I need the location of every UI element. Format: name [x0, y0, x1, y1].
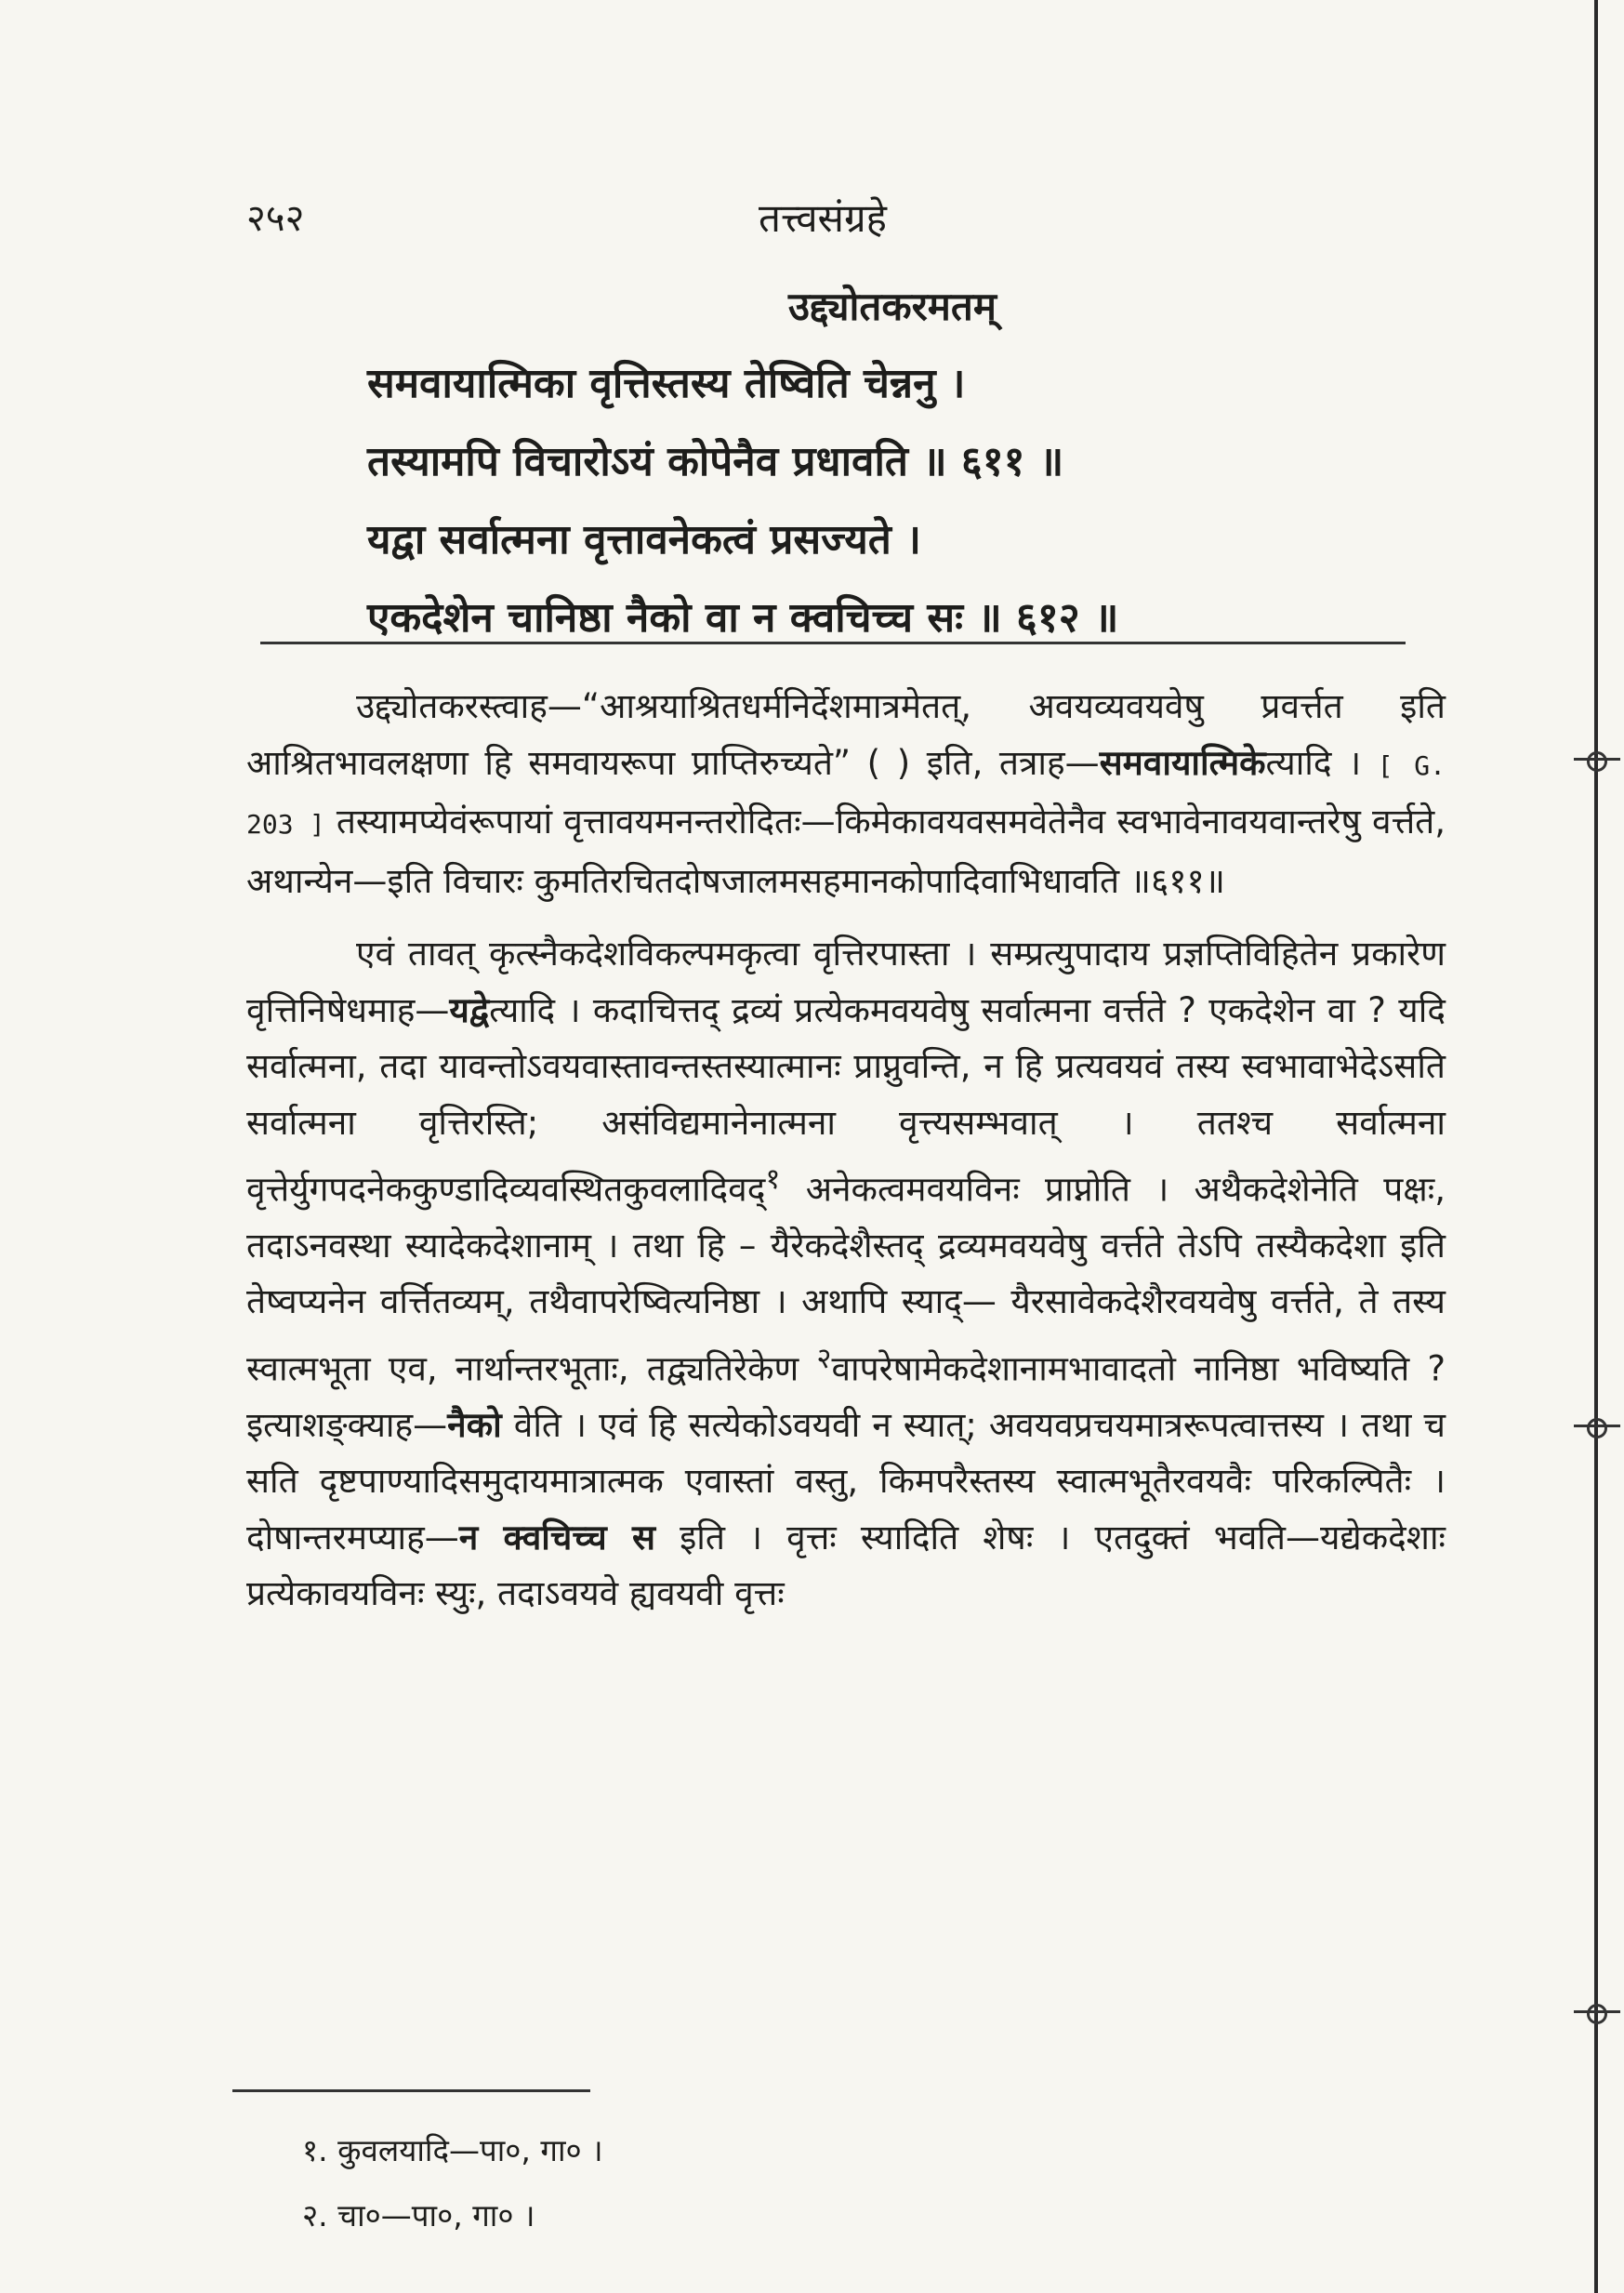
commentary-paragraph-2 [246, 926, 1446, 1623]
page-number: २५२ [246, 197, 305, 240]
footnote-1: १. कुवलयादि—पा०, गा० । [302, 2132, 603, 2168]
binding-mark [1574, 1418, 1620, 1433]
footnotes [302, 2118, 603, 2248]
footnote-marker: २ [816, 1341, 832, 1375]
commentary-text: वापरेषामेकदेशानामभावादतो नानिष्ठा भविष्यति ? इत्याशङ्क्याह— [246, 1348, 1446, 1445]
binding-mark [1574, 751, 1620, 766]
verse-line-1: समवायात्मिका वृत्तिस्तस्य तेष्विति चेन्ननु । [367, 360, 966, 407]
footnote-marker: १ [765, 1162, 781, 1196]
commentary-text: त्यादि । [1265, 742, 1378, 783]
footnote-2: २. चा०—पा०, गा० । [302, 2197, 535, 2233]
commentary-paragraph-1 [246, 679, 1446, 909]
commentary-text: अनेकत्वमवयविनः प्राप्नोति । अथैकदेशेनेति पक्षः, तदाऽनवस्था स्यादेकदेशानाम् । तथा हि – यैरेकदेशैस्तद् द्रव्यमवयवेषु वर्त्तते तेऽपि तस्यैकदेशा इति तेष्वप्यनेन वर्त्तितव्यम्, तथैवापरेष्वित्यनिष्ठा । अथापि स्याद्— यैरसावेकदेशैरवयवेषु वर्त्तते, ते तस्य स्वात्मभूता एव, नार्थान्तरभूताः, तद्व्यतिरेकेण [246, 1169, 1446, 1389]
commentary-text: एवं तावत् कृत्स्नैकदेशविकल्पमकृत्वा वृत्तिरपास्ता । सम्प्रत्युपादाय प्रज्ञप्तिविहितेन प्रकारेण वृत्तिनिषेधमाह— [246, 934, 1446, 1030]
footnote-divider [232, 2089, 590, 2092]
verse-divider [260, 642, 1406, 644]
verse-line-3: यद्वा सर्वात्मना वृत्तावनेकत्वं प्रसज्यते । [367, 516, 921, 563]
commentary [246, 679, 1446, 1639]
binding-mark [1574, 2004, 1620, 2019]
commentary-text: त्यादि । कदाचित्तद् द्रव्यं प्रत्येकमवयवेषु सर्वात्मना वर्त्तते ? एकदेशेन वा ? यदि सर्वात्मना, तदा यावन्तोऽवयवास्तावन्तस्तस्यात्मानः प्राप्नुवन्ति, न हि प्रत्यवयवं तस्य स्वभावाभेदेऽसति सर्वात्मना वृत्तिरस्ति; असंविद्यमानेनात्मना वृत्त्यसम्भवात् । ततश्च सर्वात्मना वृत्तेर्युगपदनेककुण्डादिव्यवस्थितकुवलादिवद् [246, 989, 1446, 1210]
verse-block [367, 279, 1418, 657]
binding-edge-line [1594, 0, 1598, 2293]
running-title: तत्त्वसंग्रहे [759, 195, 887, 241]
edition-page-reference: [ G. 203 ] [246, 749, 1446, 840]
verse-heading: उद्द्योतकरमतम् [788, 284, 997, 329]
commentary-text: इति । वृत्तः स्यादिति शेषः । एतदुक्तं भवति—यद्येकदेशाः प्रत्येकावयविनः स्युः, तदाऽवयवे ह्यवयवी वृत्तः [246, 1517, 1446, 1614]
pratika-lemma: नैको [447, 1404, 502, 1445]
verse-line-4: एकदेशेन चानिष्ठा नैको वा न क्वचिच्च सः ॥ ६१२ ॥ [367, 594, 1119, 642]
commentary-text: वेति । एवं हि सत्येकोऽवयवी न स्यात्; अवयवप्रचयमात्ररूपत्वात्तस्य । तथा च सति दृष्टपाण्यादिसमुदायमात्रात्मक एवास्तां वस्तु, किमपरैस्तस्य स्वात्मभूतैरवयवैः परिकल्पितैः । दोषान्तरमप्याह— [246, 1404, 1446, 1557]
pratika-lemma: यद्वे [449, 989, 490, 1030]
commentary-text: उद्द्योतकरस्त्वाह—“आश्रयाश्रितधर्मनिर्देशमात्रमेतत्, अवयव्यवयवेषु प्रवर्त्तत इति आश्रितभावलक्षणा हि समवायरूपा प्राप्तिरुच्यते” ( ) इति, तत्राह— [246, 686, 1446, 783]
pratika-lemma: समवायात्मिके [1099, 742, 1266, 783]
page-header [246, 191, 1399, 246]
commentary-text: तस्यामप्येवंरूपायां वृत्तावयमनन्तरोदितः—किमेकावयवसमवेतेनैव स्वभावेनावयवान्तरेषु वर्त्तते, अथान्येन—इति विचारः कुमतिरचितदोषजालमसहमानकोपादिवाभिधावति ॥६११॥ [246, 802, 1446, 901]
verse-line-2: तस्यामपि विचारोऽयं कोपेनैव प्रधावति ॥ ६११ ॥ [367, 438, 1064, 485]
pratika-lemma: न क्वचिच्च स [458, 1517, 656, 1557]
